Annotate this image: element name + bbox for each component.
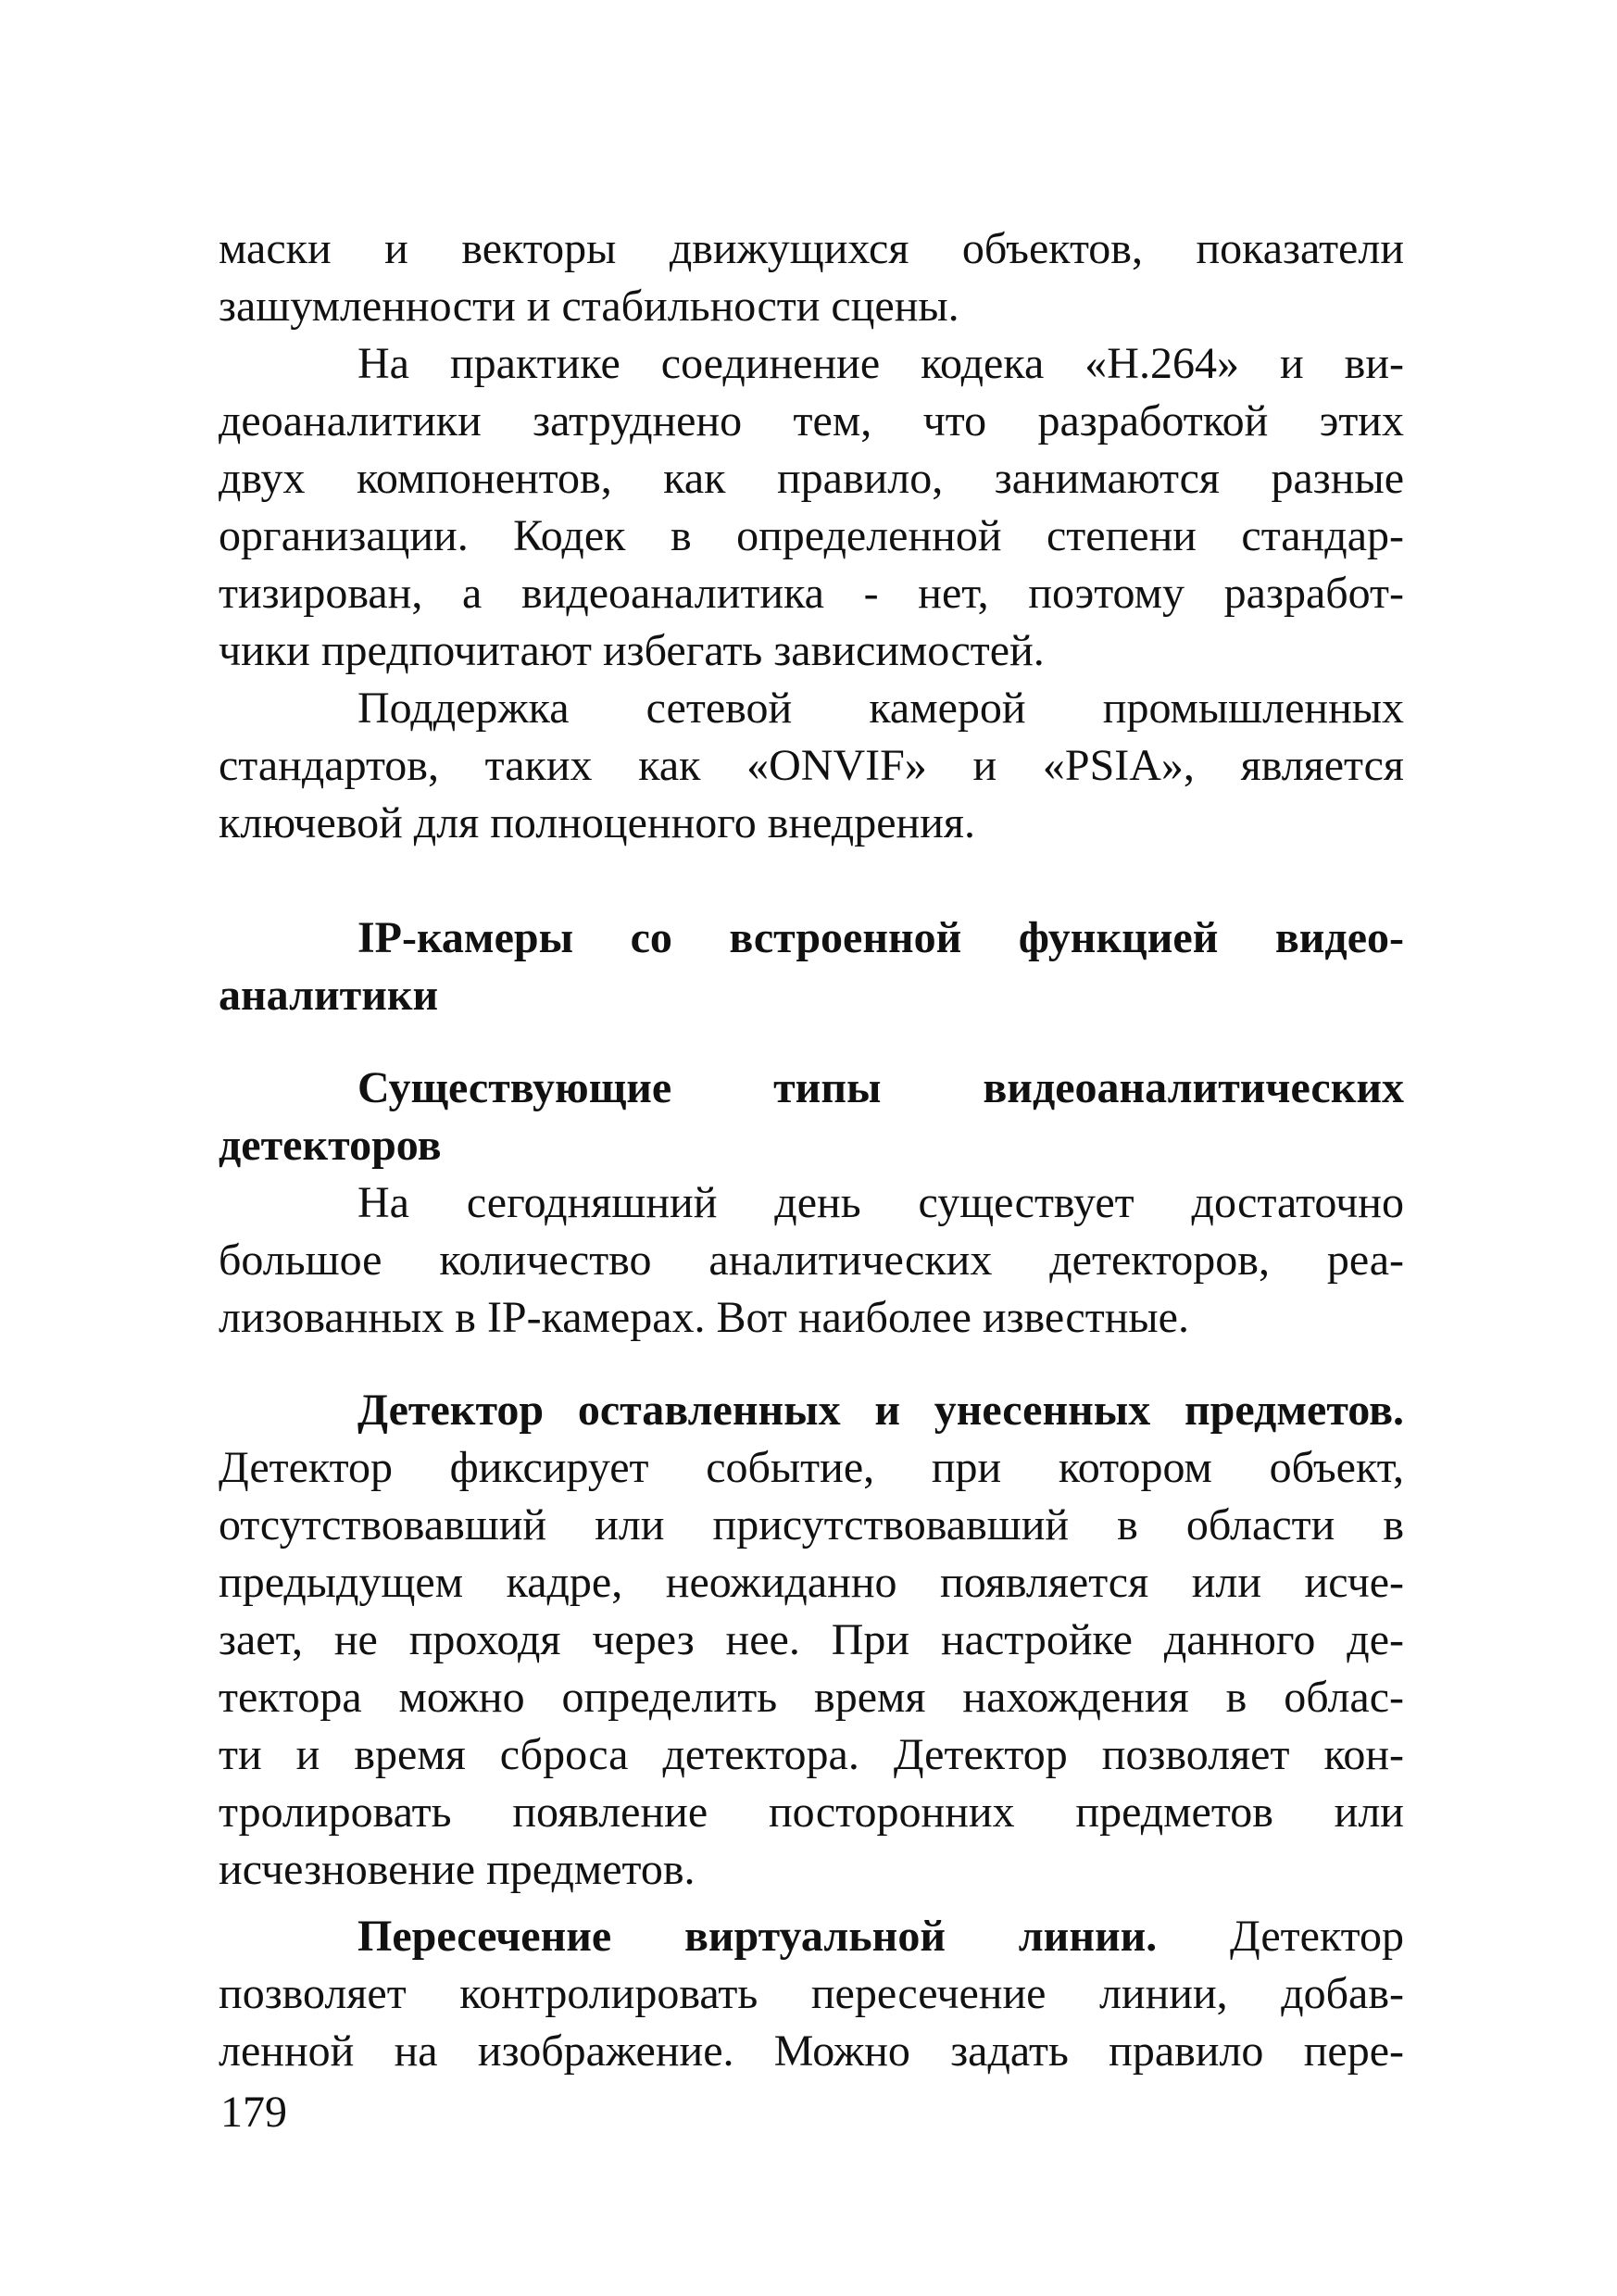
paragraph-6-line-1-rest: Детектор (1157, 1912, 1404, 1961)
paragraph-6-line-2: позволяет контролировать пересечение линии, добав- (219, 1969, 1404, 2018)
paragraph-2-line-1: На практике соединение кодека «H.264» и ви- (357, 339, 1404, 388)
paragraph-spacer-2 (219, 1899, 1404, 1908)
paragraph-5-line-1: Детектор фиксирует событие, при котором объект, (219, 1443, 1404, 1492)
paragraph-5-line-7: тролировать появление посторонних предметов или (219, 1788, 1404, 1837)
paragraph-5-line-6: ти и время сброса детектора. Детектор позволяет кон- (219, 1730, 1404, 1779)
section-heading-line-2: аналитики (219, 971, 439, 1020)
paragraph-2-line-3: двух компонентов, как правило, занимаются разные (219, 454, 1404, 503)
paragraph-6-line-1 (219, 1908, 1404, 1965)
paragraph-2-line-6: чики предпочитают избегать зависимостей. (219, 626, 1045, 675)
paragraph-4-line-3: лизованных в IP-камерах. Вот наиболее известные. (219, 1293, 1189, 1342)
paragraph-5-line-4: зает, не проходя через нее. При настройке данного де- (219, 1615, 1404, 1664)
paragraph-3-line-1: Поддержка сетевой камерой промышленных (357, 684, 1404, 733)
paragraph-2-line-5: тизирован, а видеоаналитика - нет, поэтому разработ- (219, 569, 1404, 618)
paragraph-6-line-3: ленной на изображение. Можно задать правило пере- (219, 2026, 1404, 2076)
paragraph-4-line-1: На сегодняшний день существует достаточно (357, 1178, 1404, 1227)
subsection-heading-line-1: Существующие типы видеоаналитических (357, 1063, 1404, 1112)
paragraph-3-line-2: стандартов, таких как «ONVIF» и «PSIA», является (219, 741, 1404, 790)
page-number: 179 (220, 2088, 287, 2137)
section-heading-line-1: IP-камеры со встроенной функцией видео- (357, 913, 1404, 962)
page-body (219, 220, 1404, 2080)
paragraph-5-line-2: отсутствовавший или присутствовавший в области в (219, 1500, 1404, 1549)
paragraph-4-line-2: большое количество аналитических детекторов, реа- (219, 1236, 1404, 1285)
term-left-objects-detector: Детектор оставленных и унесенных предметов. (357, 1386, 1404, 1435)
term-virtual-line-crossing: Пересечение виртуальной линии. (357, 1912, 1158, 1961)
subsection-heading-line-2: детекторов (219, 1121, 442, 1170)
paragraph-1-line-1: маски и векторы движущихся объектов, показатели (219, 224, 1404, 273)
paragraph-2-line-2: деоаналитики затруднено тем, что разработкой этих (219, 396, 1404, 445)
paragraph-1-line-2: зашумленности и стабильности сцены. (219, 282, 959, 331)
paragraph-3-line-3: ключевой для полноценного внедрения. (219, 798, 975, 847)
section-spacer (219, 852, 1404, 910)
heading-spacer (219, 1024, 1404, 1060)
paragraph-5-line-8: исчезновение предметов. (219, 1845, 696, 1894)
paragraph-5-line-5: тектора можно определить время нахождения в облас- (219, 1673, 1404, 1722)
paragraph-2-line-4: организации. Кодек в определенной степени стандар- (219, 511, 1404, 560)
paragraph-spacer (219, 1347, 1404, 1382)
paragraph-5-line-3: предыдущем кадре, неожиданно появляется или исче- (219, 1558, 1404, 1607)
